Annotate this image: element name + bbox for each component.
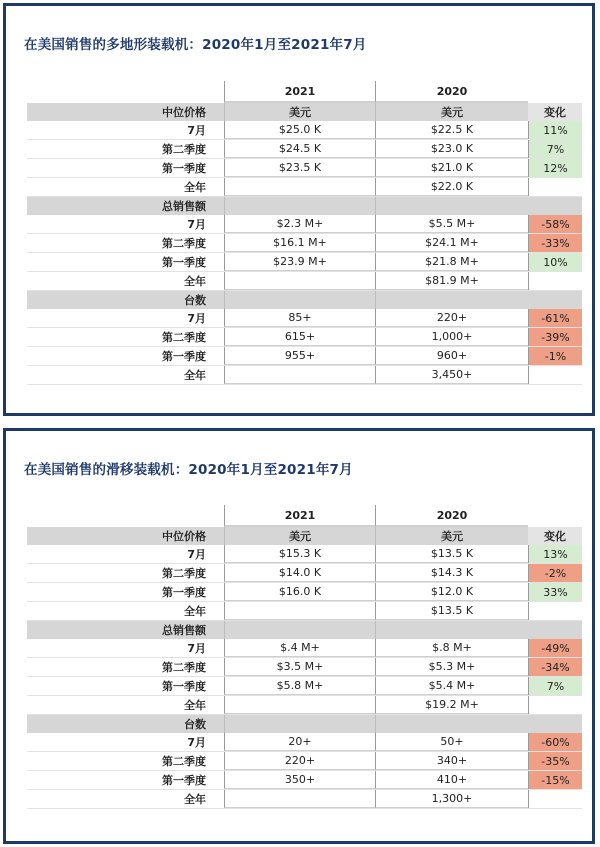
section-unit-2020	[375, 715, 528, 733]
value-2021: $16.1 M+	[224, 234, 375, 252]
section-unit-2020	[375, 197, 528, 215]
table-card-skid-steer-loaders	[3, 428, 595, 844]
row-label: 第一季度	[162, 586, 206, 599]
table-card-multi-terrain-loaders	[3, 3, 595, 416]
section-label: 中位价格	[162, 530, 206, 543]
change-cell	[528, 602, 582, 620]
value-2020: 50+	[375, 733, 528, 751]
year-header-2020: 2020	[375, 81, 528, 103]
table-row	[27, 159, 582, 178]
value-2020: $21.8 M+	[375, 253, 528, 271]
change-cell	[528, 272, 582, 290]
table-row	[27, 178, 582, 197]
row-label: 全年	[184, 699, 206, 712]
year-header-2020: 2020	[375, 505, 528, 527]
value-2021: $16.0 K	[224, 583, 375, 601]
table-row	[27, 309, 582, 328]
change-cell: 10%	[528, 253, 582, 271]
year-header-2021: 2021	[224, 81, 375, 103]
section-change-header: 变化	[528, 527, 582, 545]
value-2021: $24.5 K	[224, 140, 375, 158]
change-cell: -39%	[528, 328, 582, 346]
section-label: 台数	[184, 294, 206, 307]
section-header-row	[27, 715, 582, 733]
value-2021: 615+	[224, 328, 375, 346]
change-cell	[528, 178, 582, 196]
change-cell: 13%	[528, 545, 582, 563]
table-row	[27, 121, 582, 140]
year-header-2021: 2021	[224, 505, 375, 527]
value-2020: $23.0 K	[375, 140, 528, 158]
section-unit-2021	[224, 197, 375, 215]
table-row	[27, 696, 582, 715]
section-unit-2020	[375, 291, 528, 309]
change-cell: -49%	[528, 639, 582, 657]
value-2020: $21.0 K	[375, 159, 528, 177]
row-label: 全年	[184, 275, 206, 288]
table-row	[27, 215, 582, 234]
value-2021: $15.3 K	[224, 545, 375, 563]
value-2020: $22.0 K	[375, 178, 528, 196]
value-2020: 3,450+	[375, 366, 528, 384]
value-2021: $3.5 M+	[224, 658, 375, 676]
value-2020: 220+	[375, 309, 528, 327]
row-label: 第二季度	[162, 237, 206, 250]
value-2020: $81.9 M+	[375, 272, 528, 290]
section-header-row	[27, 621, 582, 639]
row-label: 全年	[184, 793, 206, 806]
section-label: 台数	[184, 718, 206, 731]
value-2020: 1,300+	[375, 790, 528, 808]
value-2021	[224, 602, 375, 620]
section-unit-2021	[224, 715, 375, 733]
section-change-header: 变化	[528, 103, 582, 121]
change-cell	[528, 696, 582, 714]
table-title: 在美国销售的滑移装载机：2020年1月至2021年7月	[24, 462, 353, 478]
section-unit-2020: 美元	[375, 527, 528, 545]
change-cell	[528, 790, 582, 808]
year-header-row	[27, 505, 582, 527]
row-label: 全年	[184, 181, 206, 194]
section-unit-2021: 美元	[224, 103, 375, 121]
change-cell: -60%	[528, 733, 582, 751]
table-row	[27, 272, 582, 291]
row-label: 第一季度	[162, 774, 206, 787]
value-2020: $5.5 M+	[375, 215, 528, 233]
row-label: 全年	[184, 605, 206, 618]
value-2021: $2.3 M+	[224, 215, 375, 233]
table-row	[27, 347, 582, 366]
change-cell	[528, 366, 582, 384]
value-2021: 85+	[224, 309, 375, 327]
value-2020: $19.2 M+	[375, 696, 528, 714]
row-label: 第一季度	[162, 680, 206, 693]
table-row	[27, 140, 582, 159]
change-cell: 7%	[528, 140, 582, 158]
section-header-row	[27, 527, 582, 545]
section-unit-2021	[224, 291, 375, 309]
value-2021: 220+	[224, 752, 375, 770]
section-label: 总销售额	[162, 624, 206, 637]
change-cell: -15%	[528, 771, 582, 789]
table-row	[27, 545, 582, 564]
section-change-header	[528, 715, 582, 733]
change-cell: 11%	[528, 121, 582, 139]
value-2021	[224, 696, 375, 714]
row-label: 第二季度	[162, 567, 206, 580]
value-2020: 960+	[375, 347, 528, 365]
section-unit-2021: 美元	[224, 527, 375, 545]
value-2021: 350+	[224, 771, 375, 789]
value-2021: $25.0 K	[224, 121, 375, 139]
table-row	[27, 733, 582, 752]
table-row	[27, 328, 582, 347]
section-unit-2021	[224, 621, 375, 639]
value-2021: $23.5 K	[224, 159, 375, 177]
section-change-header	[528, 291, 582, 309]
section-change-header	[528, 621, 582, 639]
table-row	[27, 658, 582, 677]
value-2021: 955+	[224, 347, 375, 365]
table-row	[27, 366, 582, 385]
table-row	[27, 790, 582, 809]
value-2021: 20+	[224, 733, 375, 751]
change-cell: -2%	[528, 564, 582, 582]
section-change-header	[528, 197, 582, 215]
value-2020: $13.5 K	[375, 602, 528, 620]
value-2021	[224, 366, 375, 384]
section-header-row	[27, 103, 582, 121]
section-label: 中位价格	[162, 106, 206, 119]
table-row	[27, 583, 582, 602]
value-2020: 410+	[375, 771, 528, 789]
value-2020: $22.5 K	[375, 121, 528, 139]
value-2020: 1,000+	[375, 328, 528, 346]
section-unit-2020	[375, 621, 528, 639]
change-cell: 7%	[528, 677, 582, 695]
value-2021	[224, 178, 375, 196]
row-label: 第二季度	[162, 755, 206, 768]
value-2020: 340+	[375, 752, 528, 770]
change-cell: 12%	[528, 159, 582, 177]
row-label: 7月	[187, 124, 206, 137]
change-cell: -1%	[528, 347, 582, 365]
value-2021	[224, 272, 375, 290]
value-2021	[224, 790, 375, 808]
data-table	[27, 81, 582, 385]
row-label: 7月	[187, 548, 206, 561]
row-label: 7月	[187, 642, 206, 655]
value-2020: $12.0 K	[375, 583, 528, 601]
value-2020: $13.5 K	[375, 545, 528, 563]
value-2020: $5.4 M+	[375, 677, 528, 695]
change-cell: -61%	[528, 309, 582, 327]
change-cell: -35%	[528, 752, 582, 770]
value-2020: $.8 M+	[375, 639, 528, 657]
row-label: 第二季度	[162, 661, 206, 674]
table-row	[27, 639, 582, 658]
year-header-row	[27, 81, 582, 103]
change-cell: -34%	[528, 658, 582, 676]
row-label: 第二季度	[162, 143, 206, 156]
section-header-row	[27, 291, 582, 309]
change-cell: 33%	[528, 583, 582, 601]
value-2021: $.4 M+	[224, 639, 375, 657]
row-label: 7月	[187, 736, 206, 749]
table-row	[27, 564, 582, 583]
value-2020: $5.3 M+	[375, 658, 528, 676]
row-label: 第一季度	[162, 350, 206, 363]
table-row	[27, 602, 582, 621]
section-label: 总销售额	[162, 200, 206, 213]
value-2021: $23.9 M+	[224, 253, 375, 271]
row-label: 第一季度	[162, 162, 206, 175]
data-table	[27, 505, 582, 809]
value-2020: $24.1 M+	[375, 234, 528, 252]
section-header-row	[27, 197, 582, 215]
section-unit-2020: 美元	[375, 103, 528, 121]
value-2020: $14.3 K	[375, 564, 528, 582]
change-cell: -58%	[528, 215, 582, 233]
row-label: 7月	[187, 218, 206, 231]
table-row	[27, 752, 582, 771]
change-cell: -33%	[528, 234, 582, 252]
table-row	[27, 253, 582, 272]
row-label: 全年	[184, 369, 206, 382]
row-label: 第二季度	[162, 331, 206, 344]
table-title: 在美国销售的多地形装载机：2020年1月至2021年7月	[24, 37, 367, 53]
value-2021: $5.8 M+	[224, 677, 375, 695]
value-2021: $14.0 K	[224, 564, 375, 582]
row-label: 第一季度	[162, 256, 206, 269]
row-label: 7月	[187, 312, 206, 325]
table-row	[27, 677, 582, 696]
table-row	[27, 234, 582, 253]
table-row	[27, 771, 582, 790]
